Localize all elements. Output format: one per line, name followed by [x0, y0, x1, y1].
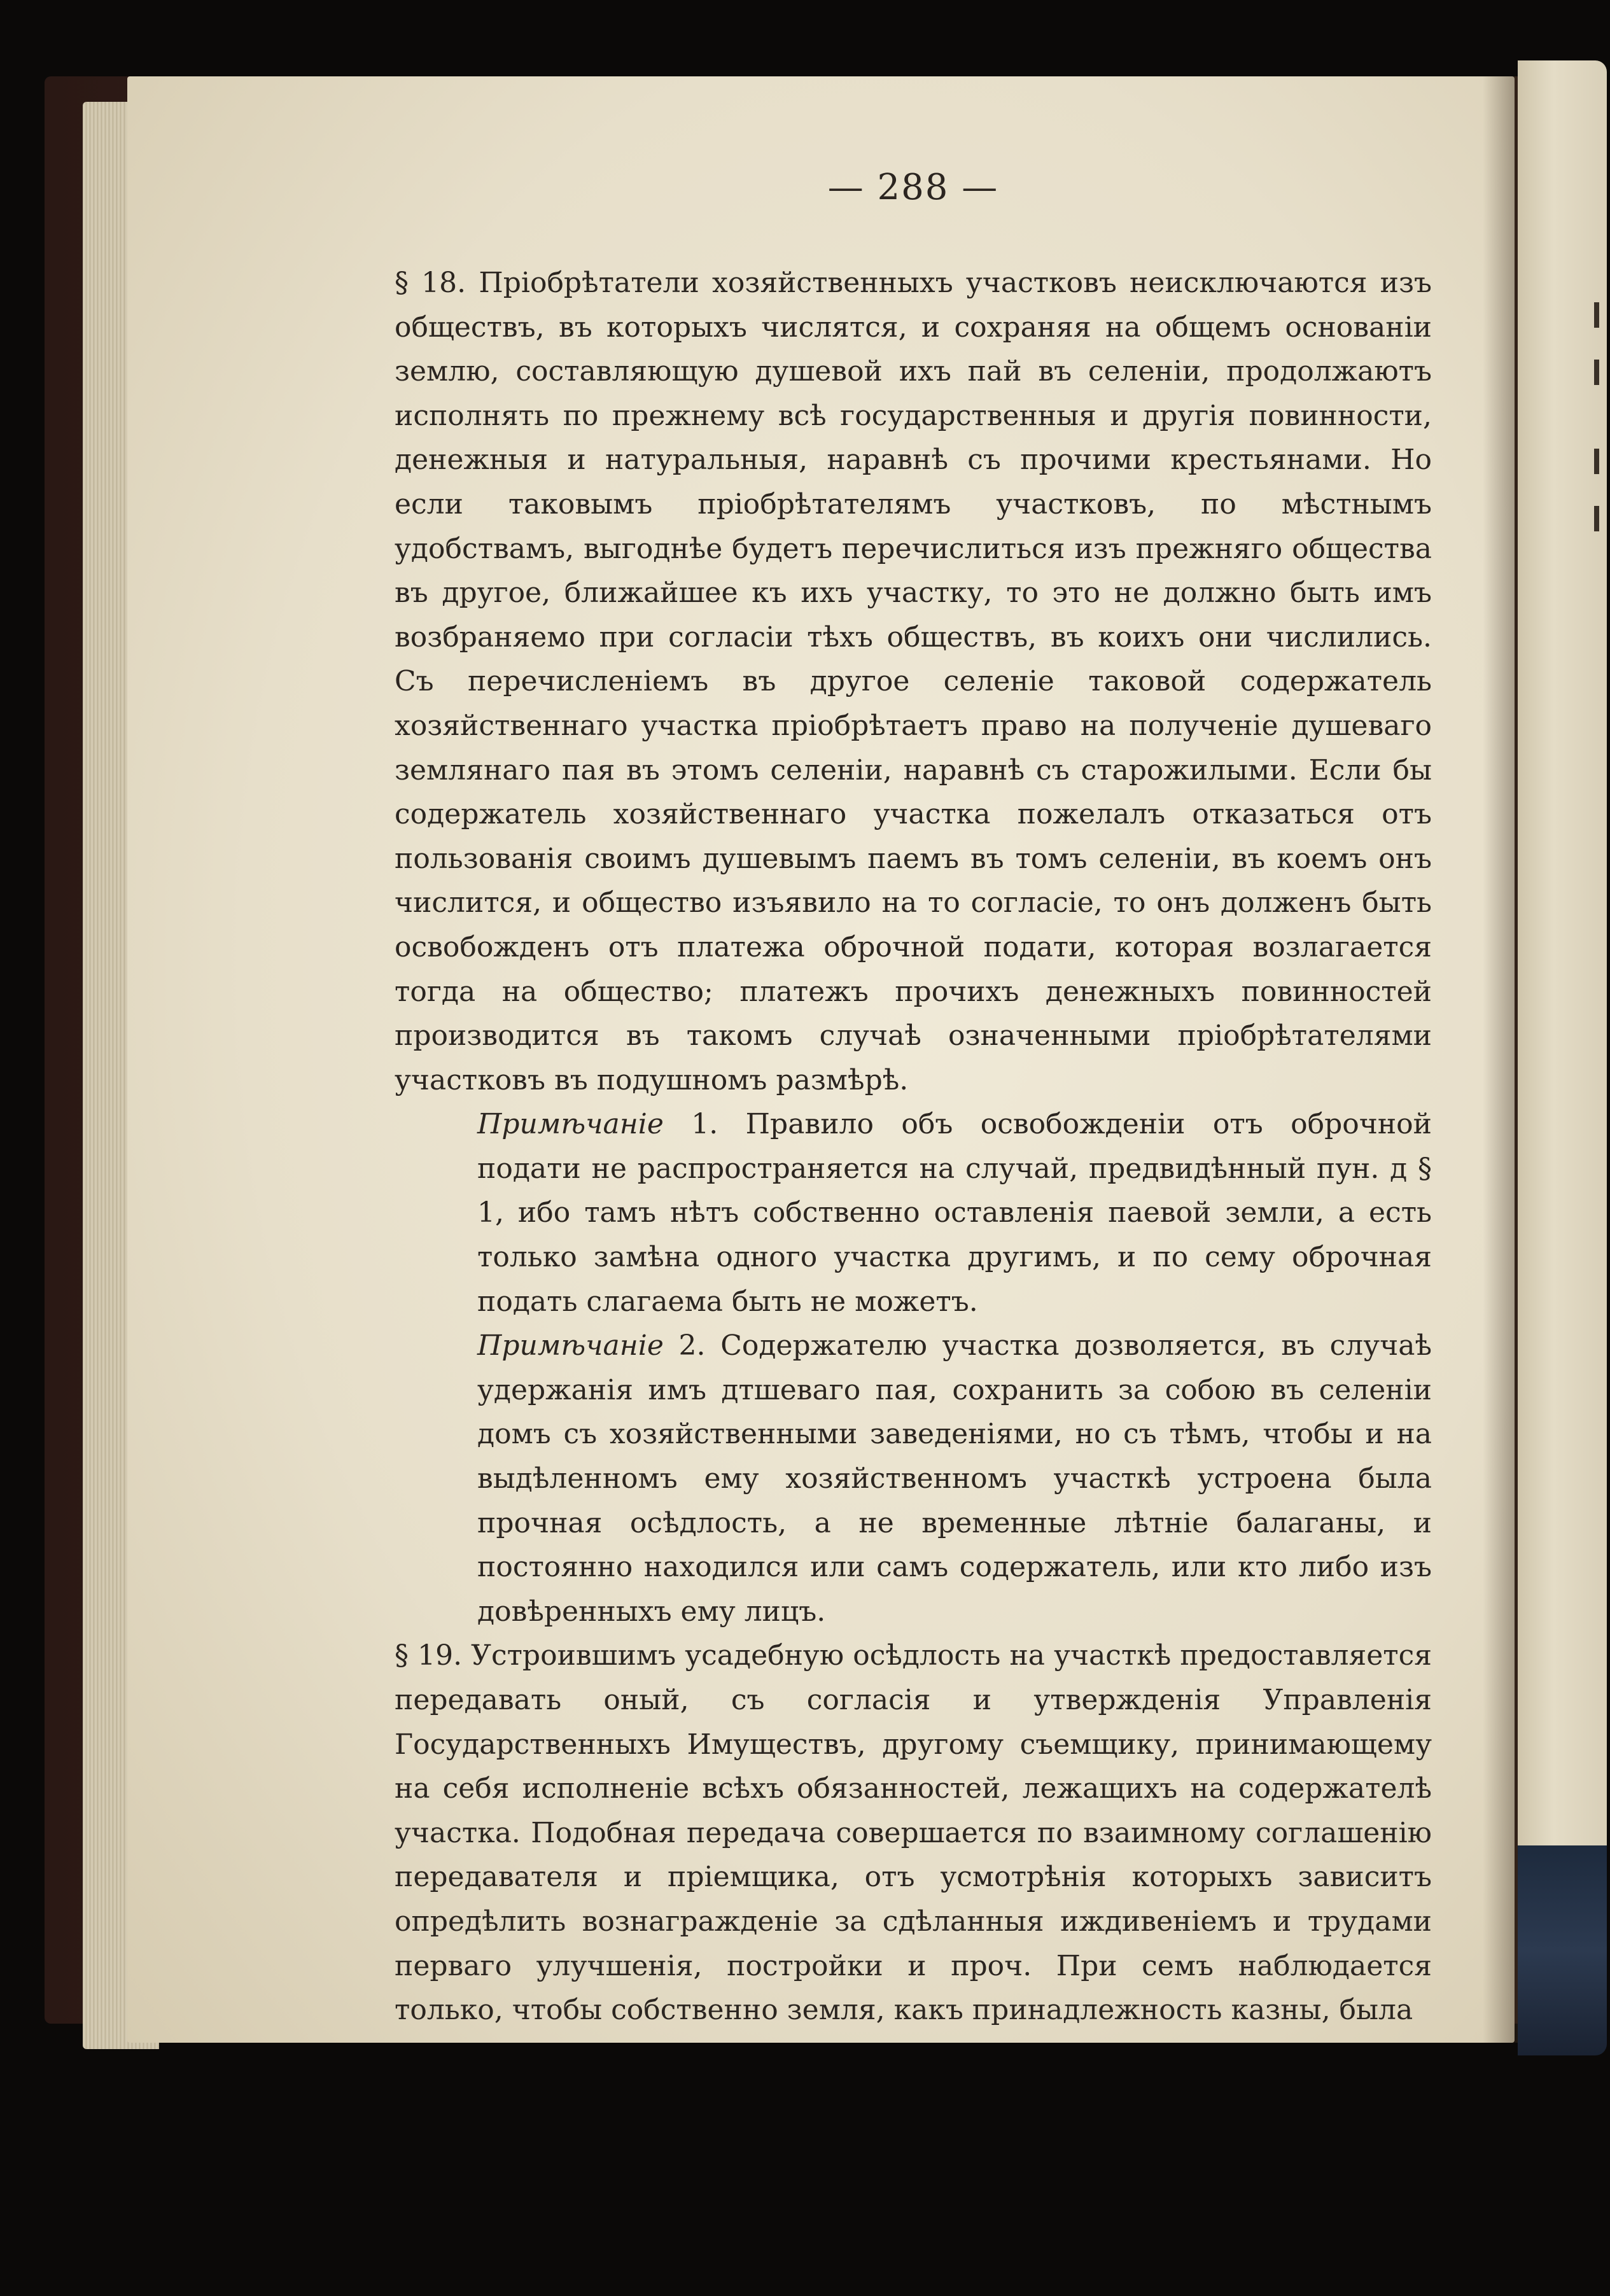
facing-page-cover: [1518, 1845, 1607, 2055]
note-1: [477, 1102, 1432, 1324]
facing-page-ink-mark: [1594, 302, 1599, 328]
facing-page-edge: [1518, 60, 1607, 2046]
facing-page-ink-mark: [1594, 360, 1599, 385]
page-number: — 288 —: [827, 167, 999, 208]
note-1-label: Примѣчаніе: [477, 1108, 664, 1141]
page-gutter: [1483, 76, 1521, 2043]
section-19: § 19. Устроившимъ усадебную осѣдлость на участкѣ предоставляется передавать оный, съ согласія и утвержденія Управленія Государственныхъ Имуществъ, другому съемщику, принимающему на себя исполненіе всѣхъ обязанностей, лежащихъ на содержателѣ участка. Подобная передача совершается по взаимному соглашенію передавателя и пріемщика, отъ усмотрѣнія которыхъ зависитъ опредѣлить вознагражденіе за сдѣланныя иждивеніемъ и трудами перваго улучшенія, постройки и проч. При семъ наблюдается только, чтобы собственно земля, какъ принадлежность казны, была: [395, 1639, 1432, 2027]
section-18: § 18. Пріобрѣтатели хозяйственныхъ участковъ неисключаются изъ обществъ, въ которыхъ числятся, и сохраняя на общемъ основаніи землю, составляющую душевой ихъ пай въ селеніи, продолжаютъ исполнять по прежнему всѣ государственныя и другія повинности, денежныя и натуральныя, наравнѣ съ прочими крестьянами. Но если таковымъ пріобрѣтателямъ участковъ, по мѣстнымъ удобствамъ, выгоднѣе будетъ перечислиться изъ прежняго общества въ другое, ближайшее къ ихъ участку, то это не должно быть имъ возбраняемо при согласіи тѣхъ обществъ, въ коихъ они числились. Съ перечисленіемъ въ другое селеніе таковой содержатель хозяйственнаго участка пріобрѣтаетъ право на полученіе душеваго землянаго пая въ этомъ селеніи, наравнѣ съ старожилыми. Если бы содержатель хозяйственнаго участка пожелалъ отказаться отъ пользованія своимъ душевымъ паемъ въ томъ селеніи, въ коемъ онъ числится, и общество изъявило на то согласіе, то онъ долженъ быть освобожденъ отъ платежа оброчной подати, которая возлагается тогда на общество; платежъ прочихъ денежныхъ повинностей производится въ такомъ случаѣ означенными пріобрѣтателями участковъ въ подушномъ размѣрѣ.: [395, 267, 1432, 1096]
note-2: [477, 1324, 1432, 1634]
note-2-text: 2. Содержателю участка дозволяется, въ случаѣ удержанія имъ дтшеваго пая, сохранить за собою въ селеніи домъ съ хозяйственными заведеніями, но съ тѣмъ, чтобы и на выдѣленномъ ему хозяйственномъ участкѣ устроена была прочная осѣдлость, а не временные лѣтніе балаганы, и постоянно находился или самъ содержатель, или кто либо изъ довѣренныхъ ему лицъ.: [477, 1329, 1432, 1628]
facing-page-ink-mark: [1594, 449, 1599, 474]
note-2-label: Примѣчаніе: [477, 1329, 664, 1362]
note-1-text: 1. Правило объ освобожденіи отъ оброчной подати не распространяется на случай, предвидѣнный пун. д § 1, ибо тамъ нѣтъ собственно оставленія паевой земли, а есть только замѣна одного участка другимъ, и по сему оброчная подать слагаема быть не можетъ.: [477, 1108, 1432, 1318]
facing-page-ink-mark: [1594, 506, 1599, 531]
page-text: [395, 165, 1432, 2033]
